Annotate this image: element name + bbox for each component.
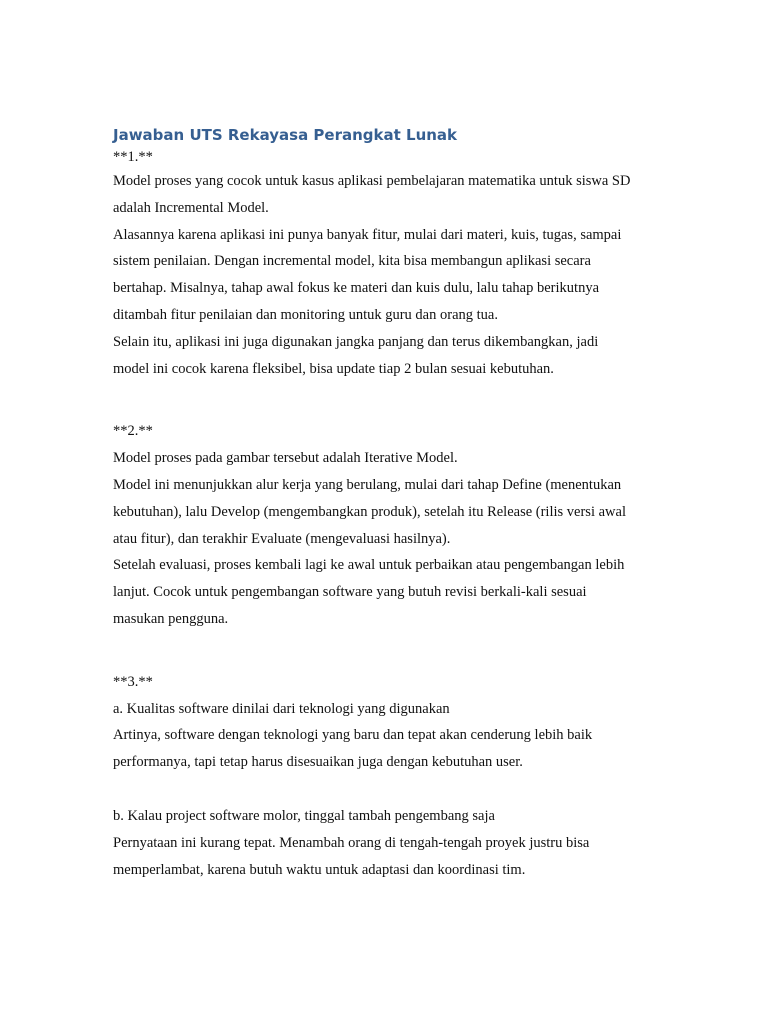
paragraph-line: lanjut. Cocok untuk pengembangan software yang butuh revisi berkali-kali sesuai (113, 584, 587, 601)
paragraph-line: Setelah evaluasi, proses kembali lagi ke awal untuk perbaikan atau pengembangan lebih (113, 557, 625, 574)
section-heading: **3.** (113, 673, 153, 690)
section-1 (113, 146, 658, 382)
section-spacer (113, 382, 658, 418)
paragraph-line: memperlambat, karena butuh waktu untuk adaptasi dan koordinasi tim. (113, 861, 526, 878)
paragraph-line: Alasannya karena aplikasi ini punya banyak fitur, mulai dari materi, kuis, tugas, sampai (113, 226, 622, 243)
paragraph-line: kebutuhan), lalu Develop (mengembangkan produk), setelah itu Release (rilis versi awal (113, 503, 626, 520)
document-body (113, 125, 658, 883)
paragraph-line: atau fitur), dan terakhir Evaluate (mengevaluasi hasilnya). (113, 530, 451, 547)
section-spacer (113, 633, 658, 669)
part-a (113, 696, 658, 776)
paragraph-line: adalah Incremental Model. (113, 199, 269, 216)
paragraph-line: Model proses yang cocok untuk kasus aplikasi pembelajaran matematika untuk siswa SD (113, 173, 631, 189)
paragraph-line: model ini cocok karena fleksibel, bisa update tiap 2 bulan sesuai kebutuhan. (113, 360, 554, 377)
paragraph-line: Model ini menunjukkan alur kerja yang berulang, mulai dari tahap Define (menentukan (113, 476, 622, 493)
statement-line: a. Kualitas software dinilai dari teknologi yang digunakan (113, 700, 450, 717)
paragraph-line: Model proses pada gambar tersebut adalah Iterative Model. (113, 450, 458, 467)
part-spacer (113, 776, 658, 803)
section-2 (113, 418, 658, 632)
paragraph-line: bertahap. Misalnya, tahap awal fokus ke materi dan kuis dulu, lalu tahap berikutnya (113, 280, 600, 297)
paragraph-line: performanya, tapi tetap harus disesuaikan juga dengan kebutuhan user. (113, 754, 523, 771)
section-heading: **1.** (113, 149, 153, 165)
document-title: Jawaban UTS Rekayasa Perangkat Lunak (113, 126, 458, 144)
section-3 (113, 669, 658, 884)
statement-line: b. Kalau project software molor, tinggal tambah pengembang saja (113, 807, 495, 824)
paragraph-line: sistem penilaian. Dengan incremental model, kita bisa membangun aplikasi secara (113, 253, 591, 270)
paragraph-line: Pernyataan ini kurang tepat. Menambah orang di tengah-tengah proyek justru bisa (113, 834, 590, 851)
paragraph-line: ditambah fitur penilaian dan monitoring untuk guru dan orang tua. (113, 306, 498, 323)
paragraph-line: masukan pengguna. (113, 610, 229, 627)
paragraph-line: Artinya, software dengan teknologi yang baru dan tepat akan cenderung lebih baik (113, 727, 593, 744)
section-heading: **2.** (113, 423, 153, 440)
part-b (113, 803, 658, 883)
paragraph-line: Selain itu, aplikasi ini juga digunakan jangka panjang dan terus dikembangkan, jadi (113, 333, 599, 350)
